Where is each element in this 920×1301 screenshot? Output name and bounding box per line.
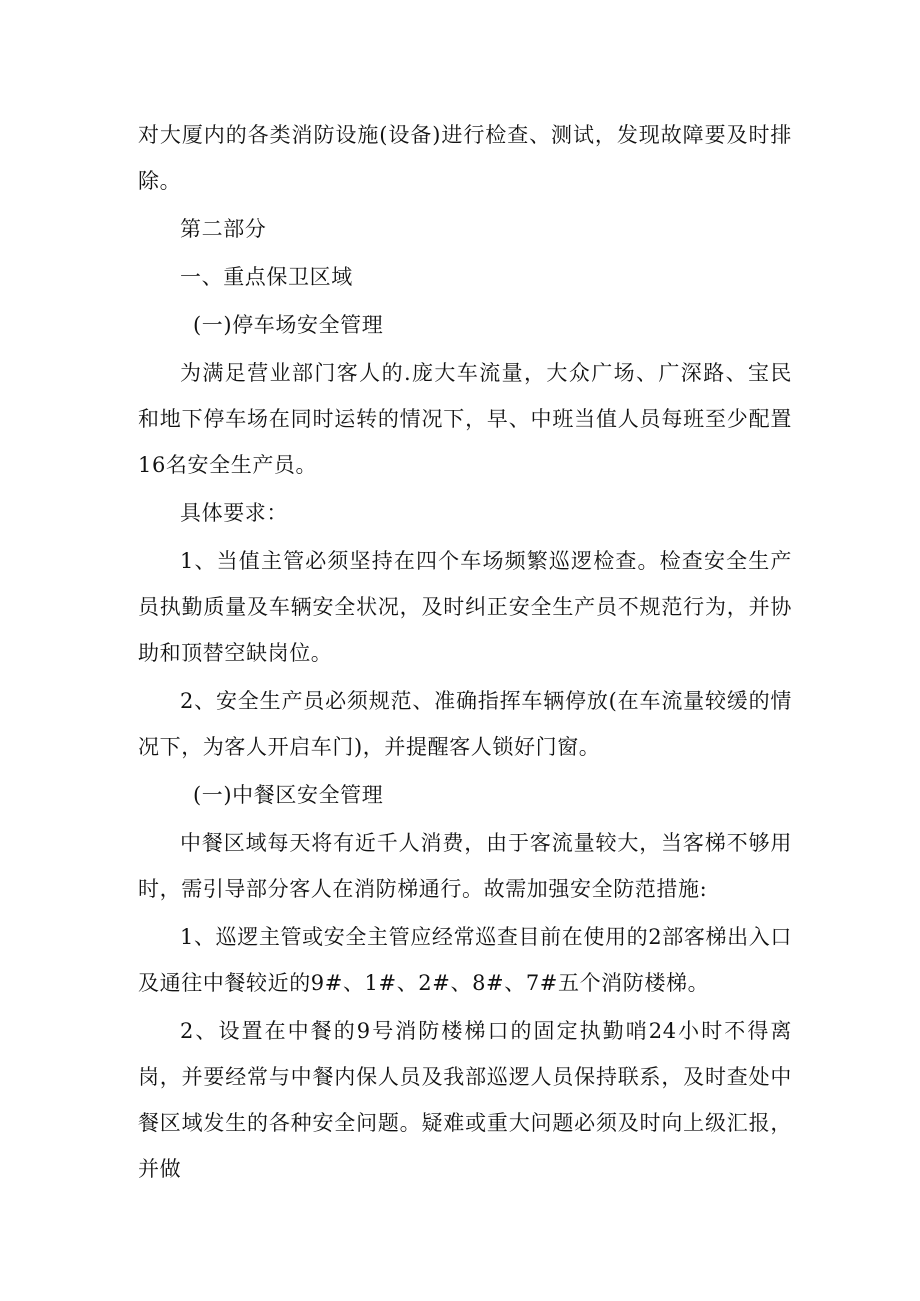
paragraph-restaurant-intro: 中餐区域每天将有近千人消费，由于客流量较大，当客梯不够用时，需引导部分客人在消防梯通行。故需加强安全防范措施: [138,831,792,901]
item-heading-parking: (一)停车场安全管理 [193,313,384,337]
section-heading: 第二部分 [180,217,267,241]
paragraph-continuation: 对大厦内的各类消防设施(设备)进行检查、测试，发现故障要及时排除。 [138,123,792,193]
paragraph-parking-item-2: 2、安全生产员必须规范、准确指挥车辆停放(在车流量较缓的情况下，为客人开启车门)，并提醒客人锁好门窗。 [138,689,792,759]
paragraph-parking-intro: 为满足营业部门客人的.庞大车流量，大众广场、广深路、宝民和地下停车场在同时运转的情况下，早、中班当值人员每班至少配置16名安全生产员。 [138,361,792,477]
paragraph-parking-item-1: 1、当值主管必须坚持在四个车场频繁巡逻检查。检查安全生产员执勤质量及车辆安全状况，及时纠正安全生产员不规范行为，并协助和顶替空缺岗位。 [138,549,792,665]
paragraph-restaurant-item-1: 1、巡逻主管或安全主管应经常巡查目前在使用的2部客梯出入口及通往中餐较近的9#、1#、2#、8#、7#五个消防楼梯。 [138,925,792,995]
subsection-heading: 一、重点保卫区域 [180,265,353,289]
document-body [138,112,792,1192]
paragraph-requirements-label: 具体要求： [180,501,288,525]
paragraph-restaurant-item-2: 2、设置在中餐的9号消防楼梯口的固定执勤哨24小时不得离岗，并要经常与中餐内保人员及我部巡逻人员保持联系，及时查处中餐区域发生的各种安全问题。疑难或重大问题必须及时向上级汇报，并做 [138,1019,792,1181]
item-heading-restaurant: (一)中餐区安全管理 [193,783,384,807]
